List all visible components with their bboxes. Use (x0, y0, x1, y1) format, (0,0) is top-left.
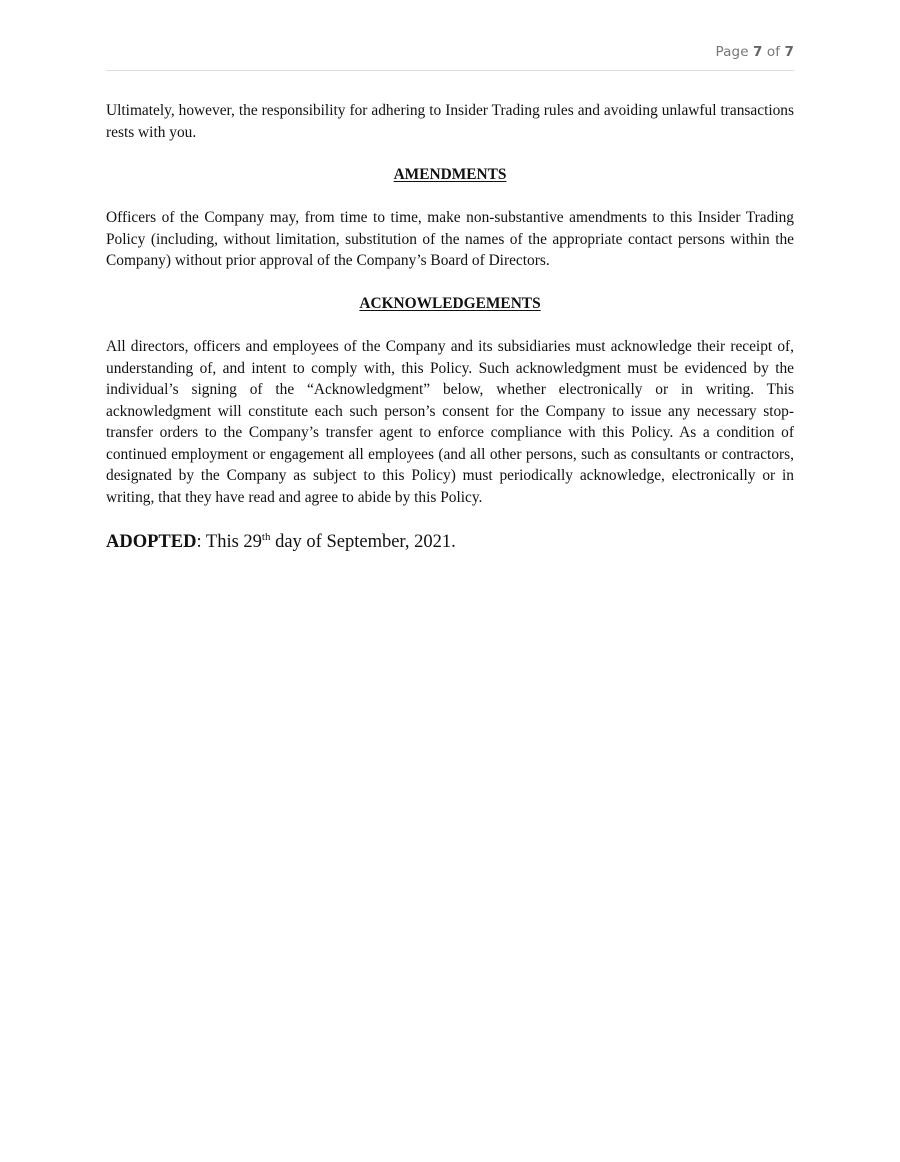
ordinal-suffix: th (261, 530, 271, 543)
adoption-statement (106, 532, 794, 553)
acknowledgements-paragraph: All directors, officers and employees of the Company and its subsidiaries must acknowledge their receipt of, understanding of, and intent to comply with, this Policy. Such acknowledgment must be evidenced by the individual’s signing of the “Acknowledgment” below, whether electronically or in writing. This acknowledgment will constitute each such person’s consent for the Company to issue any necessary stop-transfer orders to the Company’s transfer agent to enforce compliance with this Policy. As a condition of continued employment or engagement all employees (and all other persons, such as consultants or contractors, designated by the Company as subject to this Policy) must periodically acknowledge, electronically or in writing, that they have read and agree to abide by this Policy. (106, 338, 794, 506)
amendments-heading (106, 166, 794, 184)
page-of-label: of (762, 44, 785, 60)
acknowledgements-heading (106, 295, 794, 313)
adopted-label: ADOPTED (106, 532, 197, 552)
page-header (106, 44, 794, 60)
amendments-paragraph: Officers of the Company may, from time to time, make non-substantive amendments to this Insider Trading Policy (including, without limitation, substitution of the names of the appropriate contact persons within the Company) without prior approval of the Company’s Board of Directors. (106, 209, 794, 269)
acknowledgements-heading-text: ACKNOWLEDGEMENTS (359, 295, 541, 312)
page-label: Page (715, 44, 753, 60)
header-divider (106, 70, 794, 71)
total-page-number: 7 (784, 44, 794, 60)
adopted-separator: : (196, 532, 206, 552)
amendments-heading-text: AMENDMENTS (393, 166, 507, 183)
current-page-number: 7 (753, 44, 763, 60)
adopted-date-end: day of September, 2021. (270, 532, 456, 552)
adopted-date-start: This 29 (205, 532, 262, 552)
intro-paragraph: Ultimately, however, the responsibility for adhering to Insider Trading rules and avoiding unlawful transactions rests with you. (106, 102, 794, 141)
